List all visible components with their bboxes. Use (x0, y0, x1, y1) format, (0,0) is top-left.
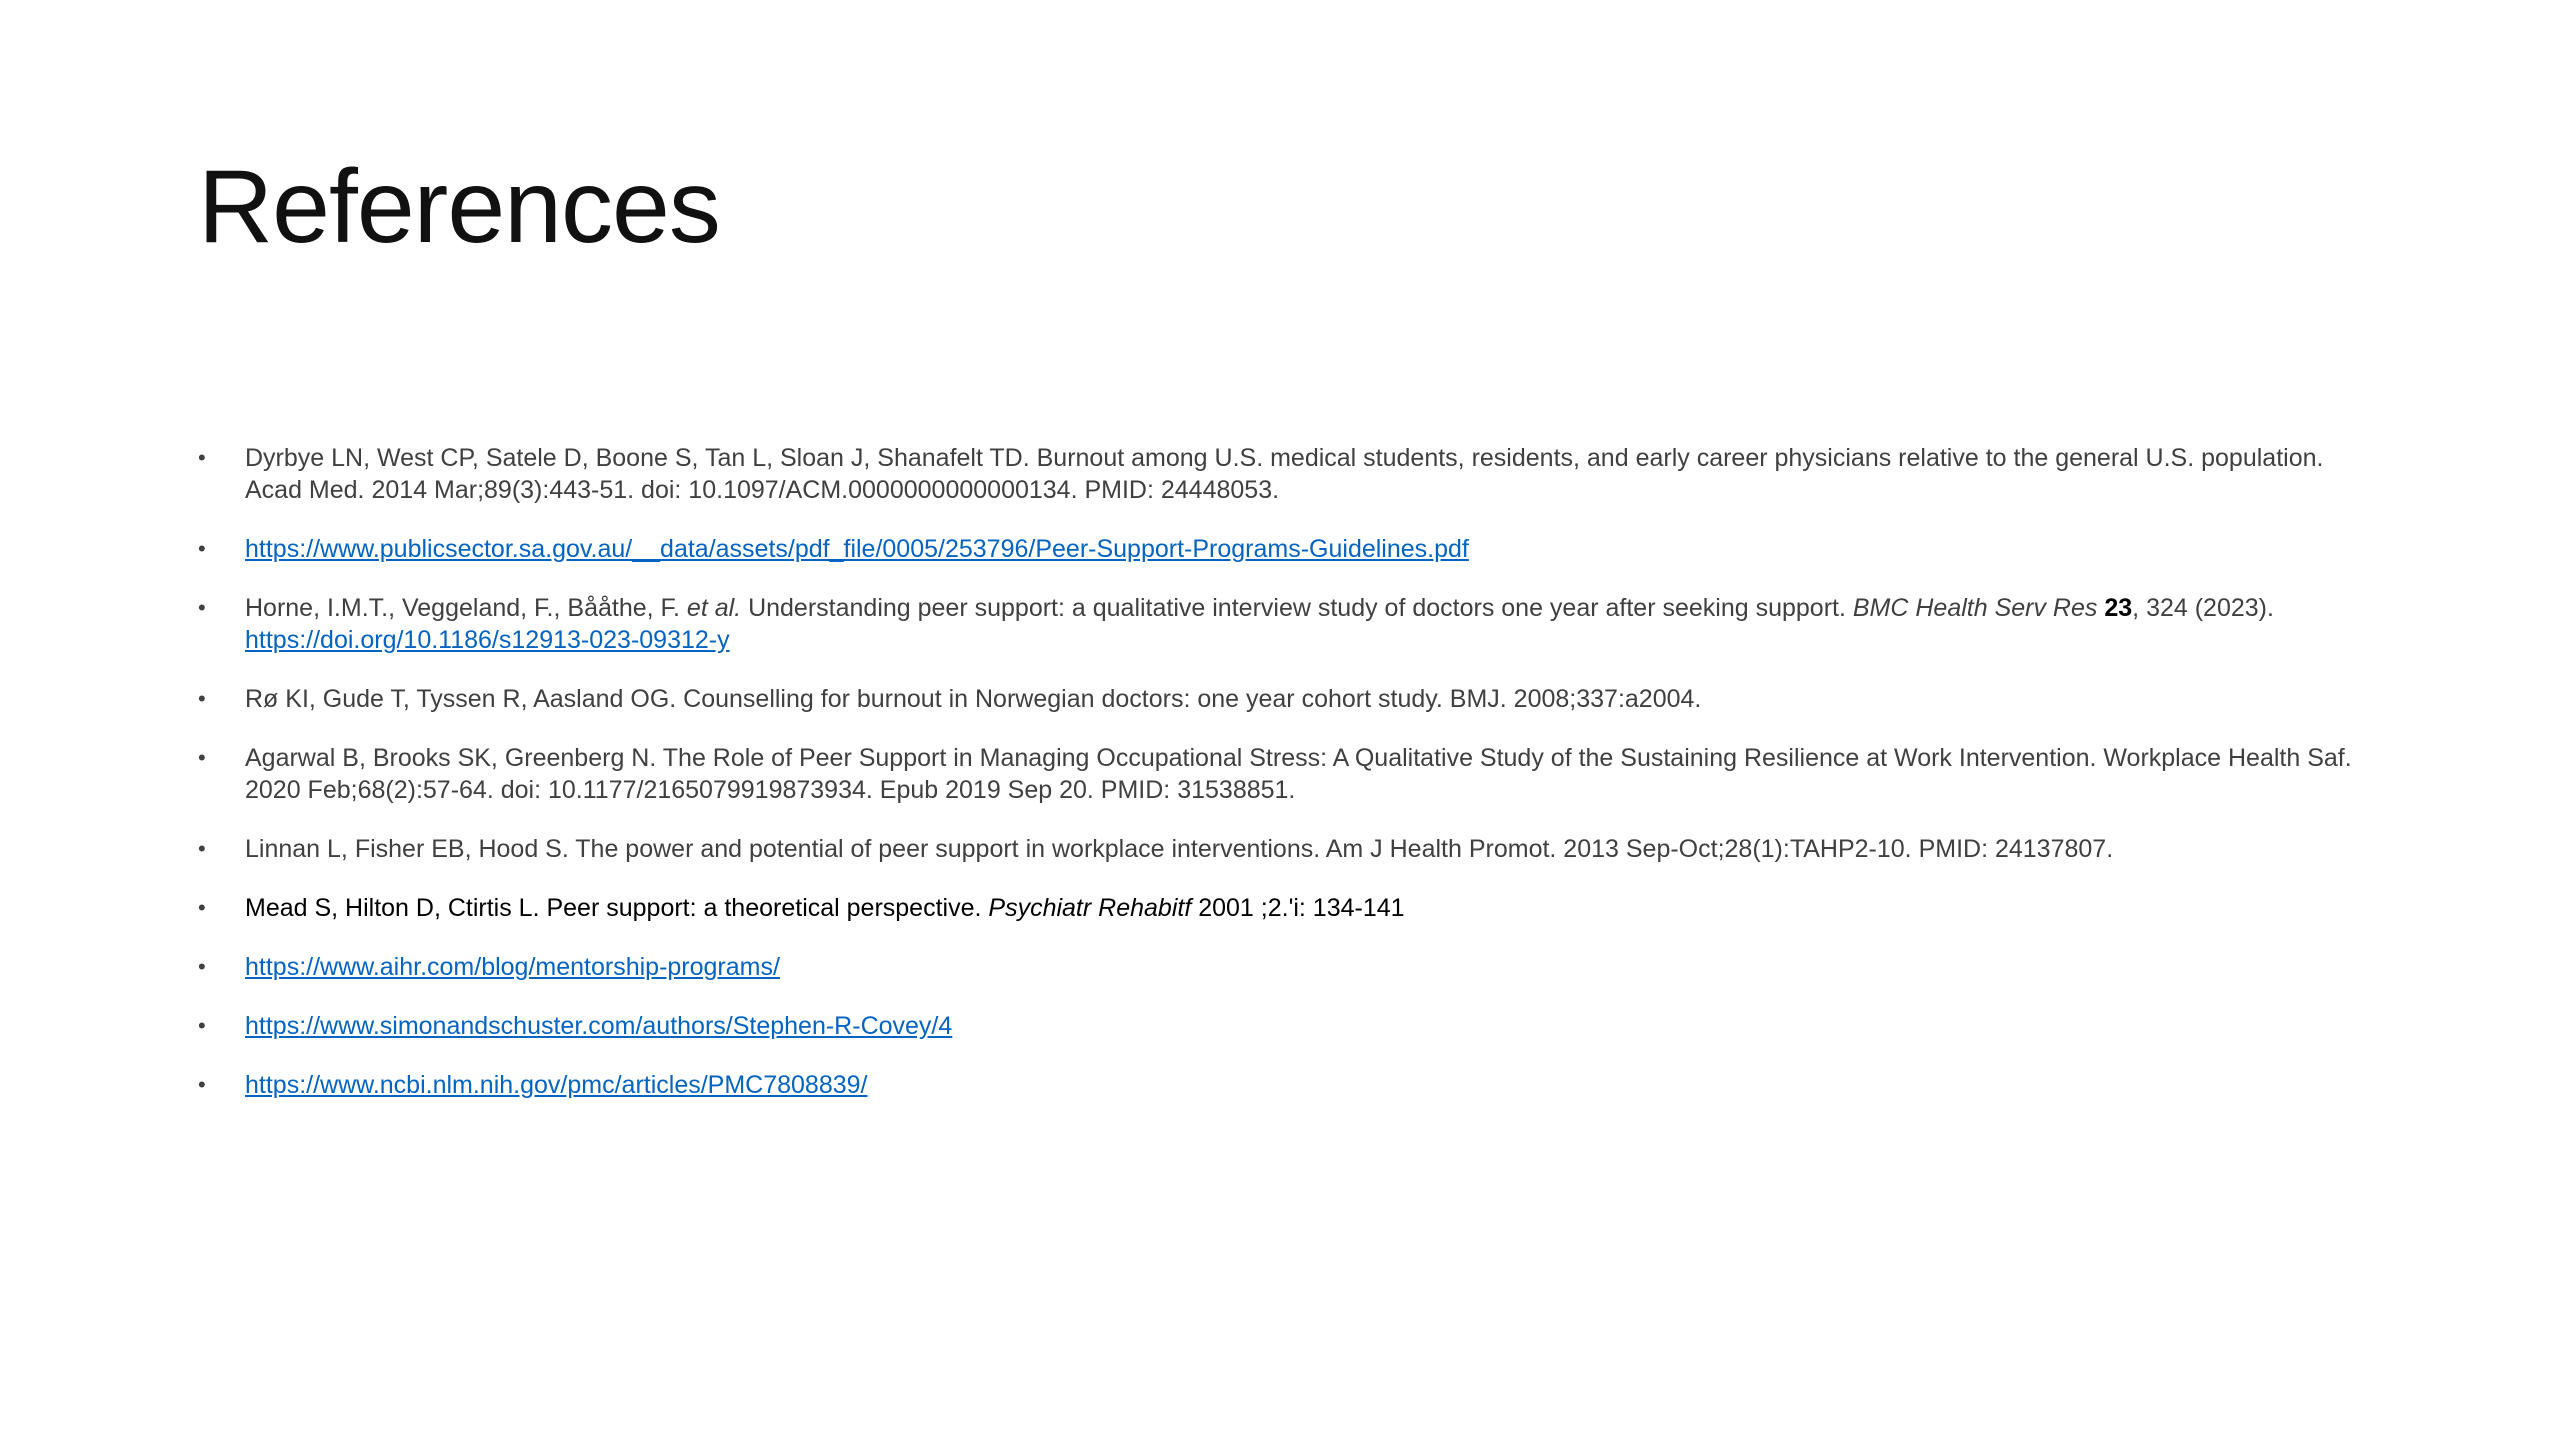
reference-item-10 (198, 1069, 2378, 1101)
reference-item-3 (198, 592, 2378, 656)
bullet-icon: • (198, 836, 206, 861)
reference-text: Dyrbye LN, West CP, Satele D, Boone S, Tan L, Sloan J, Shanafelt TD. Burnout among U.S. medical students, residents, and early career physicians relative to the general U.S. population. Acad Med. 2014 Mar;89(3):443-51. doi: 10.1097/ACM.0000000000000134. PMID: 24448053. (245, 444, 2324, 504)
reference-item-4 (198, 683, 2378, 715)
reference-authors: Horne, I.M.T., Veggeland, F., Bååthe, F. (245, 594, 687, 622)
reference-link[interactable]: https://www.simonandschuster.com/authors/Stephen-R-Covey/4 (245, 1012, 953, 1040)
reference-rest: 2001 ;2.'i: 134-141 (1191, 894, 1405, 922)
reference-volume: 23 (2104, 594, 2133, 622)
slide-title: References (198, 149, 720, 265)
reference-item-2 (198, 533, 2378, 565)
reference-item-5 (198, 742, 2378, 806)
reference-doi-link[interactable]: https://doi.org/10.1186/s12913-023-09312-y (245, 626, 730, 654)
reference-text: Rø KI, Gude T, Tyssen R, Aasland OG. Counselling for burnout in Norwegian doctors: one year cohort study. BMJ. 2008;337:a2004. (245, 685, 1702, 713)
bullet-icon: • (198, 595, 206, 620)
bullet-icon: • (198, 686, 206, 711)
bullet-icon: • (198, 1072, 206, 1097)
bullet-icon: • (198, 445, 206, 470)
reference-list (198, 442, 2378, 1128)
reference-item-7 (198, 892, 2378, 924)
bullet-icon: • (198, 954, 206, 979)
reference-authors-title: Mead S, Hilton D, Ctirtis L. Peer support: a theoretical perspective. (245, 894, 989, 922)
reference-pages: , 324 (2023). (2132, 594, 2274, 622)
reference-link[interactable]: https://www.publicsector.sa.gov.au/__data/assets/pdf_file/0005/253796/Peer-Support-Programs-Guidelines.pdf (245, 535, 1469, 563)
bullet-icon: • (198, 1013, 206, 1038)
reference-text: Linnan L, Fisher EB, Hood S. The power and potential of peer support in workplace interventions. Am J Health Promot. 2013 Sep-Oct;28(1):TAHP2-10. PMID: 24137807. (245, 835, 2114, 863)
bullet-icon: • (198, 536, 206, 561)
reference-journal: Psychiatr Rehabitf (988, 894, 1192, 922)
reference-title: Understanding peer support: a qualitative interview study of doctors one year after seeking support. (741, 594, 1853, 622)
reference-text: Agarwal B, Brooks SK, Greenberg N. The Role of Peer Support in Managing Occupational Stress: A Qualitative Study of the Sustaining Resilience at Work Intervention. Workplace Health Saf. 2020 Feb;68(2):57-64. doi: 10.1177/2165079919873934. Epub 2019 Sep 20. PMID: 31538851. (245, 744, 2352, 804)
reference-link[interactable]: https://www.ncbi.nlm.nih.gov/pmc/articles/PMC7808839/ (245, 1071, 868, 1099)
bullet-icon: • (198, 745, 206, 770)
reference-item-6 (198, 833, 2378, 865)
reference-item-1 (198, 442, 2378, 506)
reference-item-8 (198, 951, 2378, 983)
reference-etal: et al. (686, 594, 742, 622)
bullet-icon: • (198, 895, 206, 920)
reference-item-9 (198, 1010, 2378, 1042)
reference-journal: BMC Health Serv Res (1852, 594, 2098, 622)
reference-link[interactable]: https://www.aihr.com/blog/mentorship-programs/ (245, 953, 780, 981)
